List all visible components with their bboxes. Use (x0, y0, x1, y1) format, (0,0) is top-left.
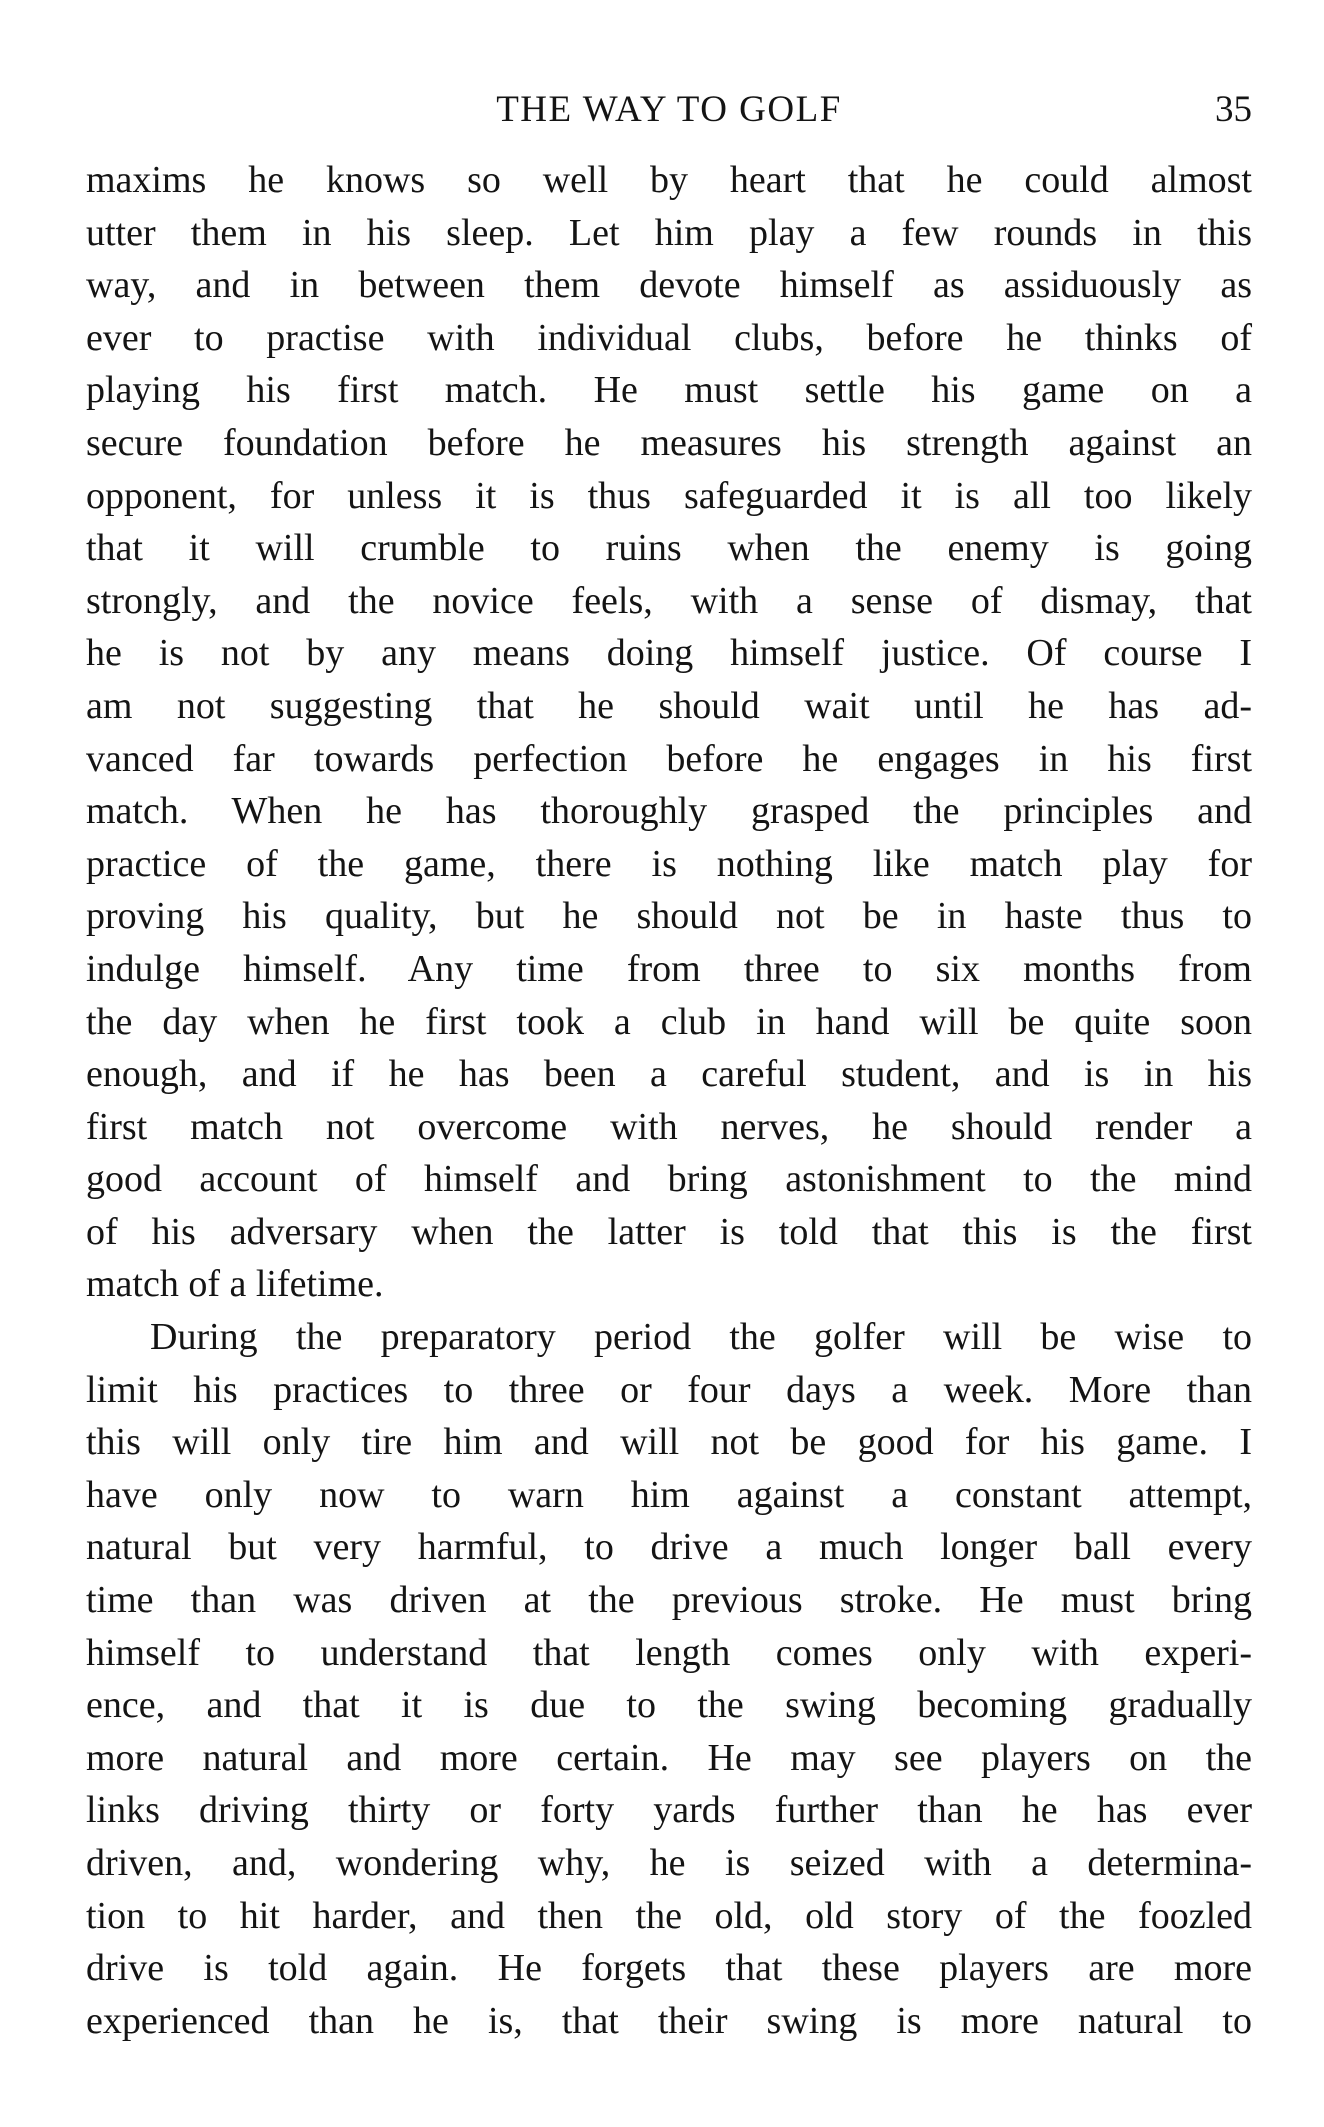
text-line: of his adversary when the latter is told that this is the first (86, 1210, 1252, 1253)
text-line: practice of the game, there is nothing like match play for (86, 842, 1252, 885)
text-line: limit his practices to three or four days a week. More than (86, 1368, 1252, 1411)
running-head (86, 82, 1252, 138)
text-line: enough, and if he has been a careful student, and is in his (86, 1053, 1252, 1096)
text-line: During the preparatory period the golfer will be wise to (150, 1316, 1252, 1359)
text-line: ence, and that it is due to the swing becoming gradually (86, 1684, 1252, 1727)
paragraph-2 (86, 1311, 1252, 2047)
text-line: opponent, for unless it is thus safeguarded it is all too likely (86, 474, 1252, 517)
text-line: this will only tire him and will not be good for his game. I (86, 1421, 1252, 1464)
text-line: natural but very harmful, to drive a much longer ball every (86, 1526, 1252, 1569)
text-line: indulge himself. Any time from three to six months from (86, 947, 1252, 990)
body-text (86, 154, 1252, 2047)
page-number: 35 (1215, 89, 1252, 130)
text-line: way, and in between them devote himself as assiduously as (86, 264, 1252, 307)
text-line: secure foundation before he measures his strength against an (86, 421, 1252, 464)
text-line: experienced than he is, that their swing is more natural to (86, 1999, 1252, 2042)
text-line: more natural and more certain. He may see players on the (86, 1736, 1252, 1779)
text-line: playing his first match. He must settle his game on a (86, 369, 1252, 412)
running-title: THE WAY TO GOLF (496, 89, 842, 130)
text-line: good account of himself and bring astonishment to the mind (86, 1158, 1252, 1201)
text-line: himself to understand that length comes only with experi- (86, 1631, 1252, 1674)
text-line: ever to practise with individual clubs, before he thinks of (86, 316, 1252, 359)
text-line: links driving thirty or forty yards further than he has ever (86, 1789, 1252, 1832)
text-line: he is not by any means doing himself justice. Of course I (86, 632, 1252, 675)
text-line: match of a lifetime. (86, 1263, 384, 1306)
text-line: first match not overcome with nerves, he should render a (86, 1105, 1252, 1148)
text-line: proving his quality, but he should not be in haste thus to (86, 895, 1252, 938)
text-line: that it will crumble to ruins when the enemy is going (86, 527, 1252, 570)
text-line: match. When he has thoroughly grasped the principles and (86, 790, 1252, 833)
text-line: drive is told again. He forgets that these players are more (86, 1947, 1252, 1990)
text-line: the day when he first took a club in hand will be quite soon (86, 1000, 1252, 1043)
text-line: tion to hit harder, and then the old, old story of the foozled (86, 1894, 1252, 1937)
text-line: driven, and, wondering why, he is seized with a determina- (86, 1842, 1252, 1884)
text-line: utter them in his sleep. Let him play a few rounds in this (86, 211, 1252, 254)
text-line: maxims he knows so well by heart that he could almost (86, 159, 1252, 201)
text-line: have only now to warn him against a constant attempt, (86, 1473, 1252, 1516)
text-line: vanced far towards perfection before he engages in his first (86, 737, 1252, 780)
text-line: strongly, and the novice feels, with a sense of dismay, that (86, 579, 1252, 622)
paragraph-1 (86, 154, 1252, 1311)
text-line: am not suggesting that he should wait until he has ad- (86, 684, 1252, 727)
text-line: time than was driven at the previous stroke. He must bring (86, 1579, 1252, 1622)
